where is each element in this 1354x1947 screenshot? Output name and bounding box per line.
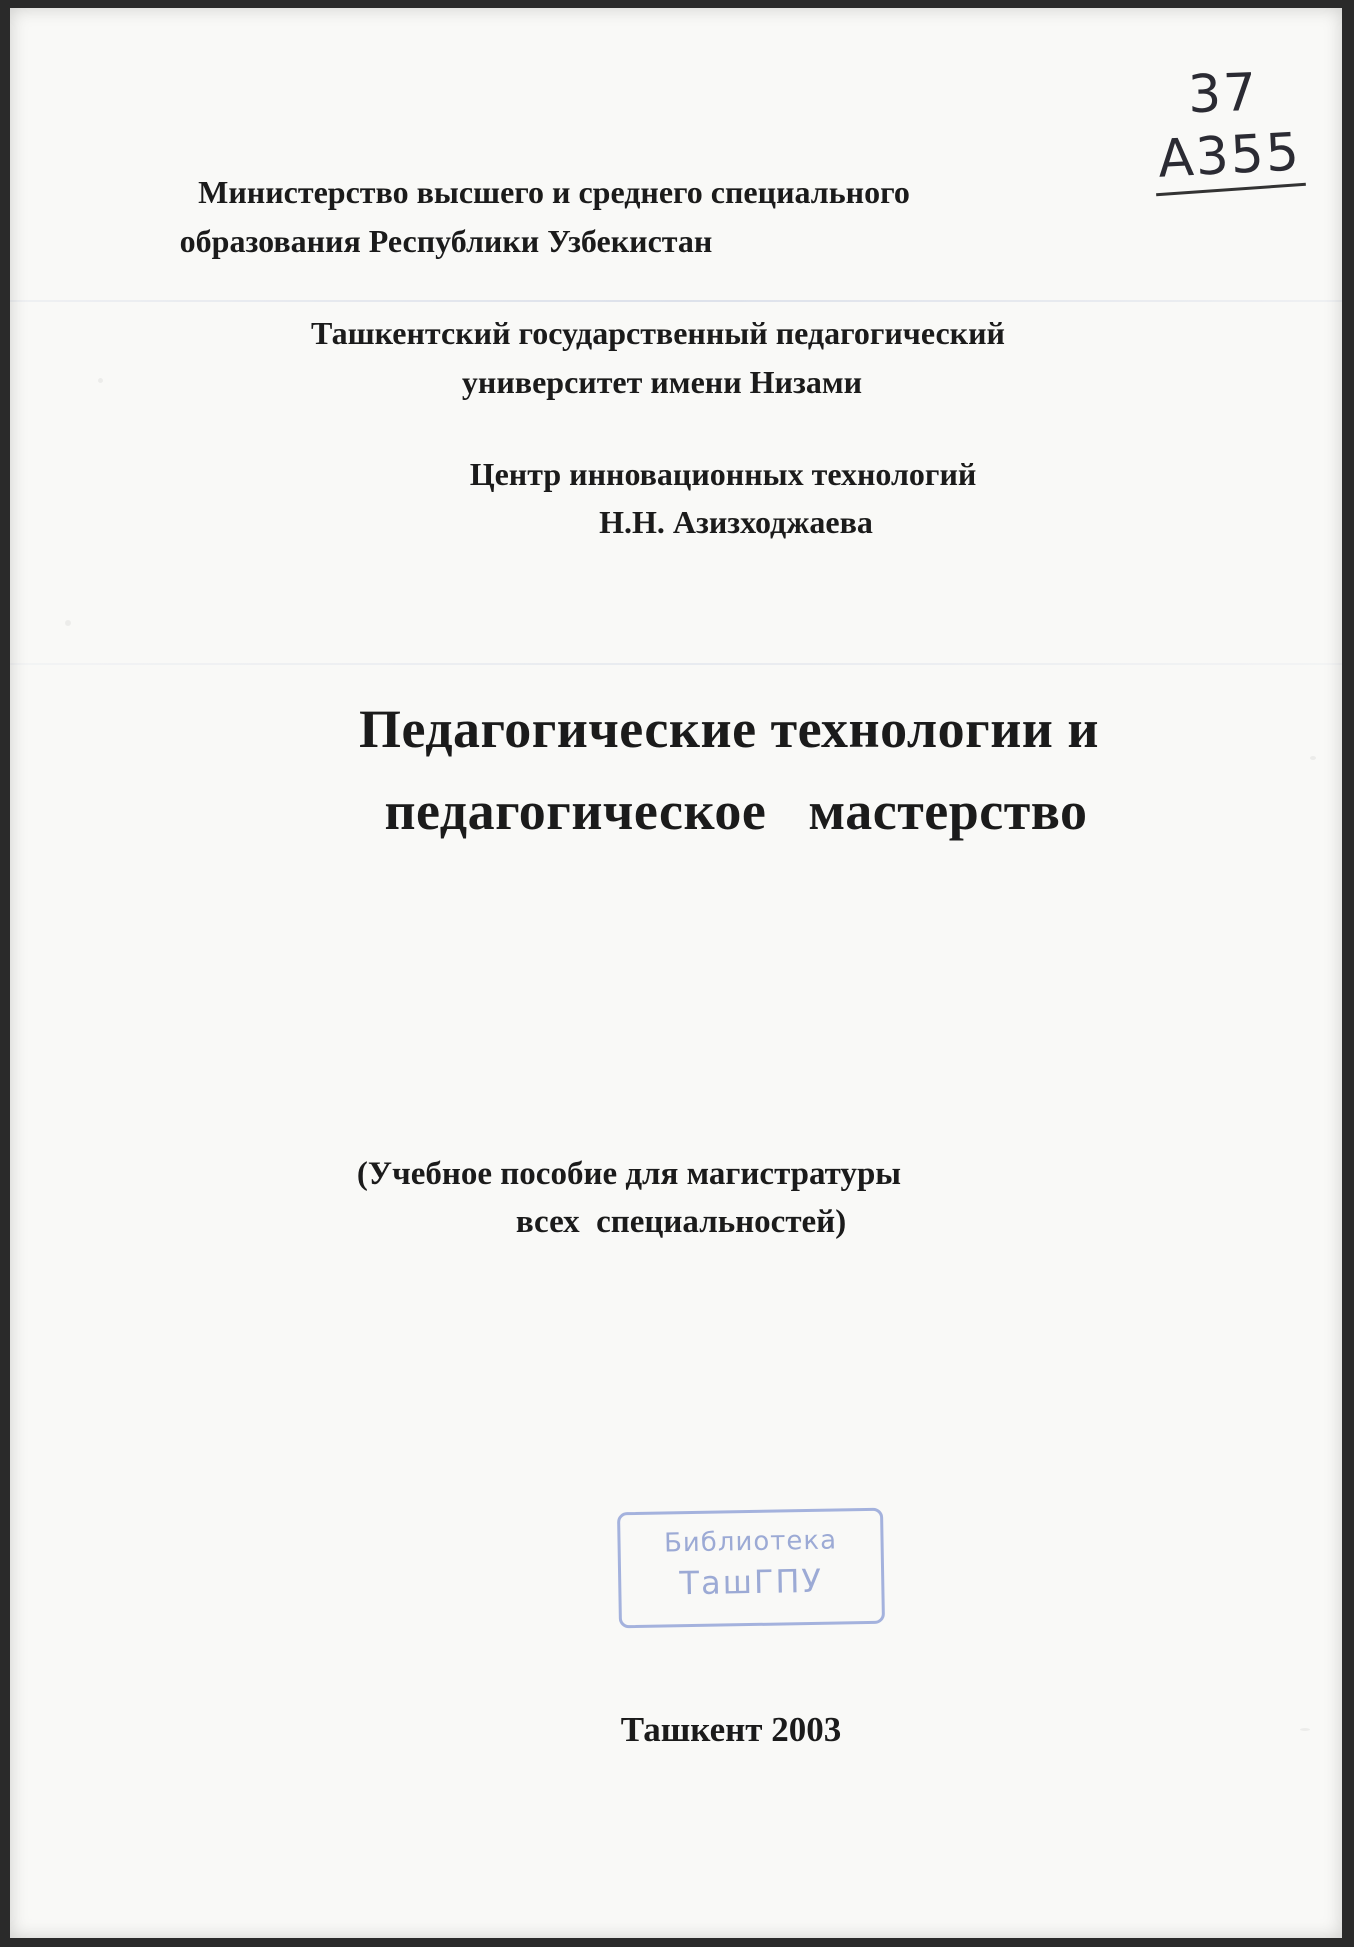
bleed-through-line bbox=[10, 300, 1342, 302]
subtitle-line-2: всех специальностей) bbox=[515, 1204, 847, 1240]
subtitle-line-1: (Учебное пособие для магистратуры bbox=[356, 1156, 902, 1192]
book-title-line-1: Педагогические технологии и bbox=[358, 699, 1100, 759]
handwritten-shelf-number: 37 bbox=[1186, 62, 1260, 126]
stamp-line-2: ТашГПУ bbox=[679, 1561, 824, 1603]
handwritten-call-number: А355 bbox=[1156, 122, 1303, 190]
ministry-line-1: Министерство высшего и среднего специального bbox=[198, 174, 910, 210]
speck bbox=[65, 620, 71, 626]
author-name: Н.Н. Азизходжаева bbox=[599, 504, 873, 540]
stamp-line-1: Библиотека bbox=[663, 1525, 838, 1559]
ministry-line-2: образования Республики Узбекистан bbox=[179, 223, 713, 259]
bleed-through-line bbox=[10, 663, 1342, 665]
title-page bbox=[10, 8, 1342, 1938]
book-title-line-2: педагогическое мастерство bbox=[384, 781, 1088, 841]
university-line-1: Ташкентский государственный педагогический bbox=[311, 315, 1005, 351]
university-line-2: университет имени Низами bbox=[461, 364, 863, 400]
city-year: Ташкент 2003 bbox=[620, 1710, 842, 1749]
library-stamp bbox=[617, 1508, 885, 1629]
center-name: Центр инновационных технологий bbox=[469, 456, 977, 492]
scan-edge-shadow bbox=[10, 8, 1342, 1938]
